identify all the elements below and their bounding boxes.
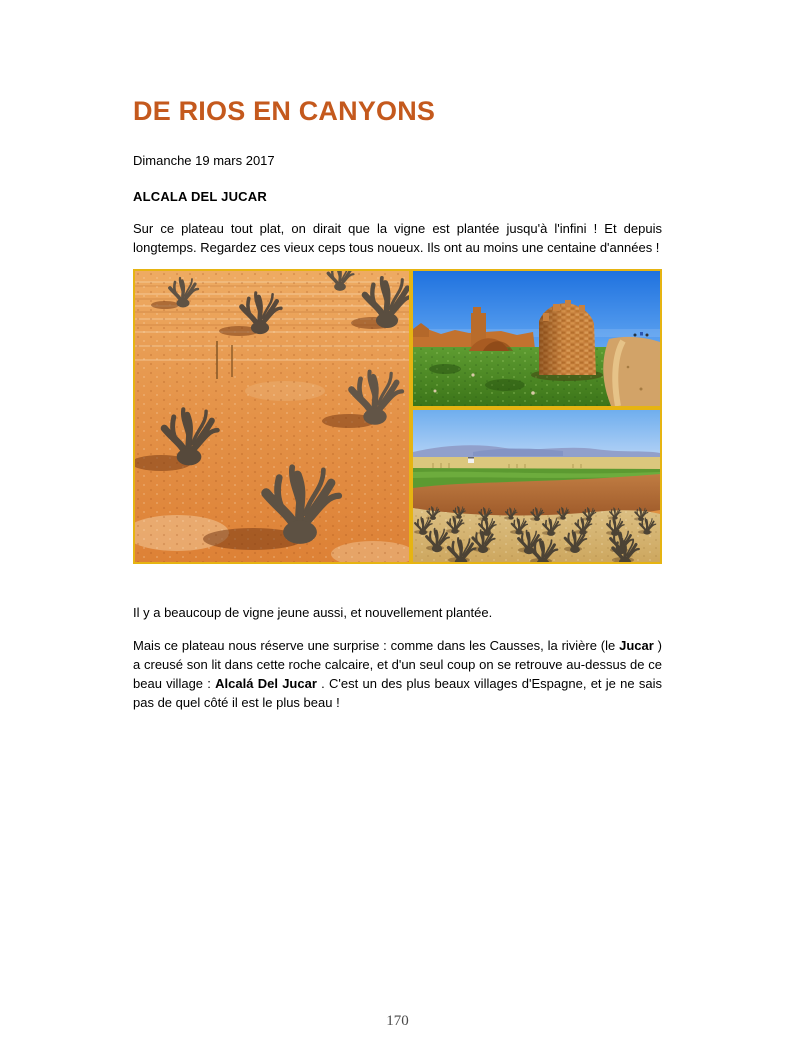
photo-stone-ruins-image	[413, 271, 660, 406]
photo-young-vines-fields	[411, 408, 662, 564]
paragraph-vines: Sur ce plateau tout plat, on dirait que la vigne est plantée jusqu'à l'infini ! Et depuis longtemps. Regardez ces vieux ceps tous noueux. Ils ont au moins une centaine d'années !	[133, 221, 662, 255]
photo-collage	[133, 269, 662, 564]
paragraph-alcala-text-1: Mais ce plateau nous réserve une surprise : comme dans les Causses, la rivière (le	[133, 638, 620, 653]
article	[133, 0, 662, 712]
page-title: DE RIOS EN CANYONS	[133, 96, 436, 126]
section-heading: ALCALA DEL JUCAR	[133, 189, 267, 204]
photo-young-vines-fields-image	[413, 410, 660, 562]
paragraph-alcala	[133, 636, 662, 712]
paragraph-alcala-text-3: . C'est un des plus beaux villages d'Espagne, et je ne sais pas de quel côté il est le plus beau !	[133, 676, 662, 710]
photo-right-column	[411, 269, 662, 564]
photo-old-vines-image	[135, 271, 409, 562]
alcala-del-jucar-bold-text: Alcalá Del Jucar	[215, 676, 317, 691]
photo-old-vines	[133, 269, 411, 564]
paragraph-young-vines: Il y a beaucoup de vigne jeune aussi, et nouvellement plantée.	[133, 605, 493, 620]
page-number: 170	[386, 1013, 409, 1029]
paragraph-alcala-text-2: ) a creusé son lit dans cette roche calcaire, et d'un seul coup on se retrouve au-dessus de ce beau village :	[133, 638, 662, 691]
article-date: Dimanche 19 mars 2017	[133, 153, 275, 168]
jucar-bold-text: Jucar	[619, 638, 654, 653]
photo-stone-ruins	[411, 269, 662, 408]
